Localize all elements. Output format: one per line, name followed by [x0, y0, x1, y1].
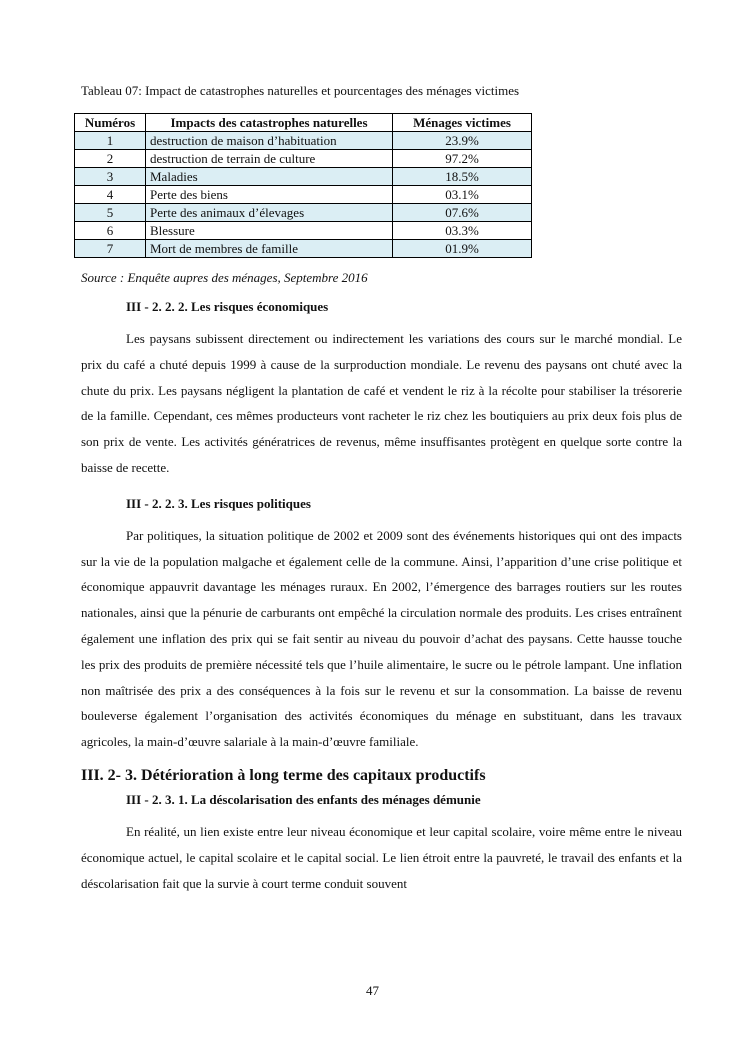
row-number: 6: [75, 222, 146, 240]
row-percentage: 23.9%: [393, 132, 532, 150]
paragraph-political-risks: Par politiques, la situation politique de 2002 et 2009 sont des événements historiques qui ont des impacts sur la vie de la population malgache et également celle de la commune. Ainsi, l’apparition d’une crise politique et économique appauvrit davantage les ménages ruraux. En 2002, l’émergence des barrages routiers sur les routes nationales, ainsi que la pénurie de carburants ont empêché la circulation normale des produits. Les crises entraînent également une inflation des prix qui se fait sentir au niveau du pouvoir d’achat des paysans. Cette hausse touche les prix des produits de première nécessité tels que l’huile alimentaire, le sucre ou le pétrole lampant. Une inflation non maîtrisée des prix a des conséquences à la fois sur le revenu et sur la consommation. La baisse de revenu bouleverse également l’organisation des activités économiques du ménage en substituant, dans les travaux agricoles, la main-d’œuvre salariale à la main-d’œuvre familiale.: [81, 527, 682, 750]
row-impact: Perte des animaux d’élevages: [146, 204, 393, 222]
row-impact: Maladies: [146, 168, 393, 186]
table-row: [75, 222, 532, 240]
row-number: 2: [75, 150, 146, 168]
header-impacts: Impacts des catastrophes naturelles: [146, 114, 393, 132]
row-percentage: 03.1%: [393, 186, 532, 204]
section-heading-school-dropout: III - 2. 3. 1. La déscolarisation des enfants des ménages démunie: [126, 791, 481, 807]
table-row: [75, 150, 532, 168]
row-percentage: 97.2%: [393, 150, 532, 168]
row-impact: destruction de maison d’habituation: [146, 132, 393, 150]
row-impact: Blessure: [146, 222, 393, 240]
table-source: Source : Enquête aupres des ménages, Septembre 2016: [81, 270, 368, 285]
row-number: 7: [75, 240, 146, 258]
row-number: 3: [75, 168, 146, 186]
header-menages: Ménages victimes: [393, 114, 532, 132]
row-percentage: 18.5%: [393, 168, 532, 186]
row-impact: Mort de membres de famille: [146, 240, 393, 258]
row-impact: Perte des biens: [146, 186, 393, 204]
section-heading-political-risks: III - 2. 2. 3. Les risques politiques: [126, 495, 311, 511]
table-row: [75, 240, 532, 258]
page-number: 47: [366, 983, 379, 998]
table-row: [75, 186, 532, 204]
row-impact: destruction de terrain de culture: [146, 150, 393, 168]
section-heading-economic-risks: III - 2. 2. 2. Les risques économiques: [126, 299, 329, 314]
document-page: [81, 83, 682, 906]
row-number: 5: [75, 204, 146, 222]
paragraph-economic-risks: Les paysans subissent directement ou indirectement les variations des cours sur le marché mondial. Le prix du café a chuté depuis 1999 à cause de la surproduction mondiale. Le revenu des paysans ont chuté avec la chute du prix. Les paysans négligent la plantation de café et vendent le riz à la récolte pour stabiliser la trésorerie de la famille. Cependant, ces mêmes producteurs vont racheter le riz chez les boutiquiers au prix deux fois plus de son prix de vente. Les activités génératrices de revenus, même insuffisantes protègent en quelque sorte contre la baisse de recette.: [81, 331, 682, 475]
table-caption: Tableau 07: Impact de catastrophes naturelles et pourcentages des ménages victimes: [81, 83, 520, 98]
table-row: [75, 204, 532, 222]
chapter-title-capital-deterioration: III. 2- 3. Détérioration à long terme des capitaux productifs: [81, 766, 486, 784]
header-numeros: Numéros: [75, 114, 146, 132]
row-percentage: 07.6%: [393, 204, 532, 222]
row-percentage: 03.3%: [393, 222, 532, 240]
paragraph-school-dropout: En réalité, un lien existe entre leur niveau économique et leur capital scolaire, voire même entre le niveau économique actuel, le capital scolaire et le capital social. Le lien étroit entre la pauvreté, le travail des enfants et la déscolarisation fait que la survie à court terme conduit souvent: [81, 823, 682, 891]
table-row: [75, 132, 532, 150]
row-number: 4: [75, 186, 146, 204]
row-percentage: 01.9%: [393, 240, 532, 258]
table-row: [75, 168, 532, 186]
row-number: 1: [75, 132, 146, 150]
impacts-table: [74, 113, 532, 258]
table-header-row: [75, 114, 532, 132]
